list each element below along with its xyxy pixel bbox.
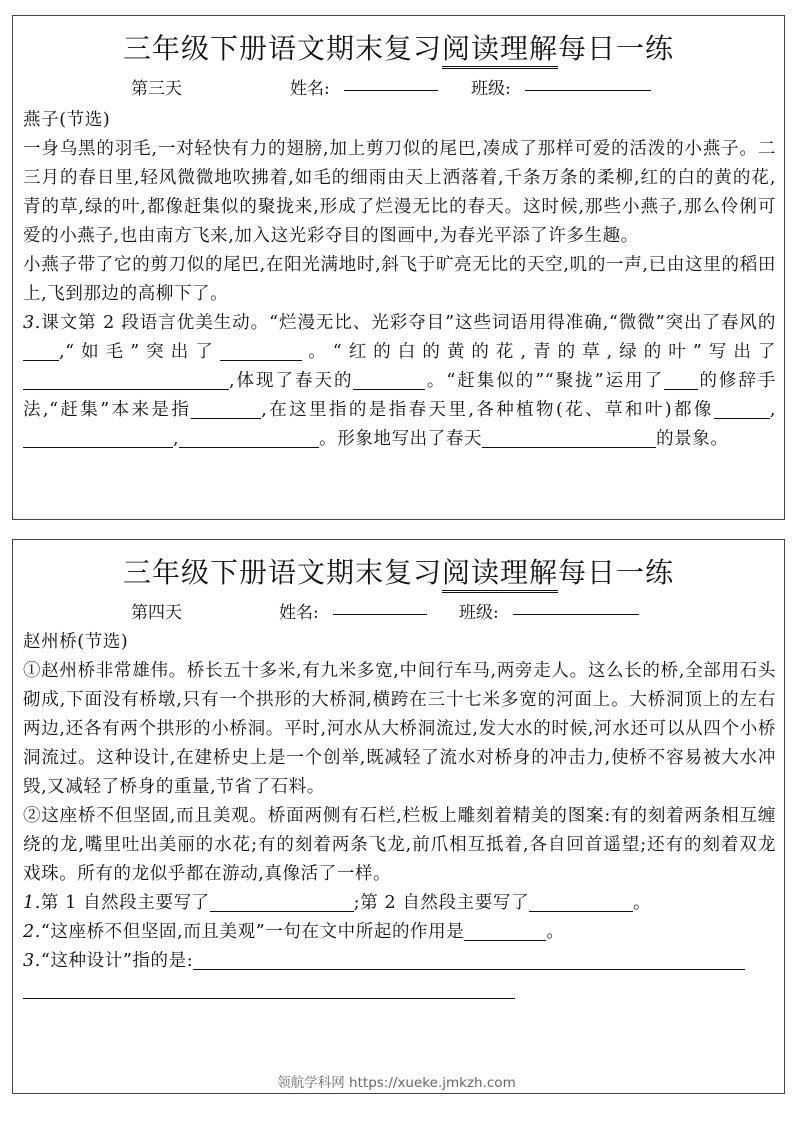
answer-blank[interactable] — [23, 372, 229, 390]
passage-paragraph: 一身乌黑的羽毛,一对轻快有力的翅膀,加上剪刀似的尾巴,凑成了那样可爱的活泼的小燕子。二三月的春日里,轻风微微地吹拂着,如毛的细雨由天上洒落着,千条万条的柔柳,红的白的黄的花,青的草,绿的叶,都像赶集似的聚拢来,形成了烂漫无比的春天。这时候,那些小燕子,那么伶俐可爱的小燕子,也由南方飞来,加入这光彩夺目的图画中,为春光平添了许多生趣。 — [23, 139, 776, 246]
question-number: 2. — [23, 922, 41, 942]
day-label: 第三天 — [131, 79, 182, 99]
answer-blank[interactable] — [664, 372, 698, 390]
answer-blank[interactable] — [179, 430, 319, 448]
passage-paragraph: ①赵州桥非常雄伟。桥长五十多米,有九米多宽,中间行车马,两旁走人。这么长的桥,全部用石头砌成,下面没有桥墩,只有一个拱形的大桥洞,横跨在三十七米多宽的河面上。大桥洞顶上的左右两边,还各有两个拱形的小桥洞。平时,河水从大桥洞流过,发大水的时候,河水还可以从四个小桥洞流过。这种设计,在建桥史上是一个创举,既减轻了流水对桥身的冲击力,使桥不容易被大水冲毁,又减轻了桥身的重量,节省了石料。 — [23, 661, 776, 797]
question-text: ,体现了春天的 — [229, 371, 354, 391]
worksheet-day-3 — [12, 15, 785, 520]
name-blank[interactable] — [333, 598, 427, 615]
question-text: 。 — [633, 893, 652, 913]
name-label: 姓名: — [279, 603, 319, 623]
passage-body — [23, 628, 776, 1005]
answer-line — [23, 976, 776, 1005]
question-text: , — [173, 429, 180, 449]
title-suffix: 每日一练 — [558, 32, 675, 65]
name-label: 姓名: — [290, 79, 330, 99]
question-text: , — [769, 400, 776, 420]
passage-paragraph: 小燕子带了它的剪刀似的尾巴,在阳光满地时,斜飞于旷亮无比的天空,叽的一声,已由这里的稻田上,飞到那边的高柳下了。 — [23, 255, 776, 304]
answer-blank[interactable] — [220, 343, 302, 361]
question-text: 第 1 自然段主要写了 — [40, 893, 210, 913]
question-text: ,在这里指的是指春天里,各种植物(花、草和叶)都像 — [261, 400, 714, 420]
class-blank[interactable] — [513, 598, 639, 615]
answer-blank[interactable] — [193, 952, 745, 970]
worksheet-day-4 — [12, 539, 785, 1094]
question-text: “这座桥不但坚固,而且美观”一句在文中所起的作用是 — [40, 922, 465, 942]
class-field[interactable] — [471, 74, 511, 99]
question-text: 的修辞手法,“赶集”本来是指 — [23, 371, 777, 420]
question-1 — [23, 889, 776, 918]
answer-blank[interactable] — [210, 894, 354, 912]
question-text: 的景象。 — [656, 429, 729, 449]
passage-paragraph: ②这座桥不但坚固,而且美观。桥面两侧有石栏,栏板上雕刻着精美的图案:有的刻着两条相互缠绕的龙,嘴里吐出美丽的水花;有的刻着两条飞龙,前爪相互抵着,各自回首遥望;还有的刻着双龙戏珠。所有的龙似乎都在游动,真像活了一样。 — [23, 806, 776, 884]
question-number: 3. — [23, 951, 41, 971]
answer-blank[interactable] — [714, 401, 770, 419]
student-info-row — [13, 598, 784, 624]
question-text: 。 — [546, 922, 565, 942]
title-prefix: 三年级下册语文期末复习 — [122, 556, 442, 589]
question-text: ;第 2 自然段主要写了 — [353, 893, 530, 913]
question-text: 。“红的白的黄的花,青的草,绿的叶”写出了 — [301, 342, 776, 362]
answer-blank[interactable] — [482, 430, 508, 448]
question-number: 1. — [23, 893, 41, 913]
question-2 — [23, 918, 776, 947]
name-field[interactable] — [279, 598, 319, 623]
footer-watermark: 领航学科网 https://xueke.jmkzh.com — [277, 1075, 516, 1091]
question-text: “这种设计”指的是: — [40, 951, 194, 971]
question-text: 课文第 2 段语言优美生动。“烂漫无比、光彩夺目”这些词语用得准确,“微微”突出了春风的 — [40, 313, 776, 333]
class-label: 班级: — [459, 603, 499, 623]
title-underlined: 阅读理解 — [442, 32, 558, 69]
question-3 — [23, 309, 776, 454]
answer-blank[interactable] — [23, 430, 173, 448]
answer-blank[interactable] — [23, 981, 515, 999]
name-field[interactable] — [290, 74, 330, 99]
class-field[interactable] — [459, 598, 499, 623]
passage-title: 燕子(节选) — [23, 110, 111, 130]
title-underlined: 阅读理解 — [442, 556, 558, 593]
question-3 — [23, 947, 776, 976]
passage-body — [23, 106, 776, 454]
title-prefix: 三年级下册语文期末复习 — [122, 32, 442, 65]
class-label: 班级: — [471, 79, 511, 99]
answer-blank[interactable] — [464, 923, 546, 941]
worksheet-title — [13, 556, 784, 590]
answer-blank[interactable] — [191, 401, 261, 419]
answer-blank[interactable] — [529, 894, 633, 912]
question-text: 。“赶集似的”“聚拢”运用了 — [425, 371, 665, 391]
answer-blank[interactable] — [353, 372, 425, 390]
title-suffix: 每日一练 — [558, 556, 675, 589]
question-text: ,“如毛”突出了 — [59, 342, 220, 362]
student-info-row — [13, 74, 784, 100]
question-number: 3. — [23, 313, 41, 333]
class-blank[interactable] — [525, 74, 651, 91]
answer-blank[interactable] — [508, 430, 656, 448]
answer-blank[interactable] — [23, 343, 59, 361]
question-text: 。形象地写出了春天 — [319, 429, 483, 449]
day-label: 第四天 — [131, 603, 182, 623]
name-blank[interactable] — [344, 74, 438, 91]
passage-title: 赵州桥(节选) — [23, 632, 129, 652]
worksheet-title — [13, 32, 784, 66]
